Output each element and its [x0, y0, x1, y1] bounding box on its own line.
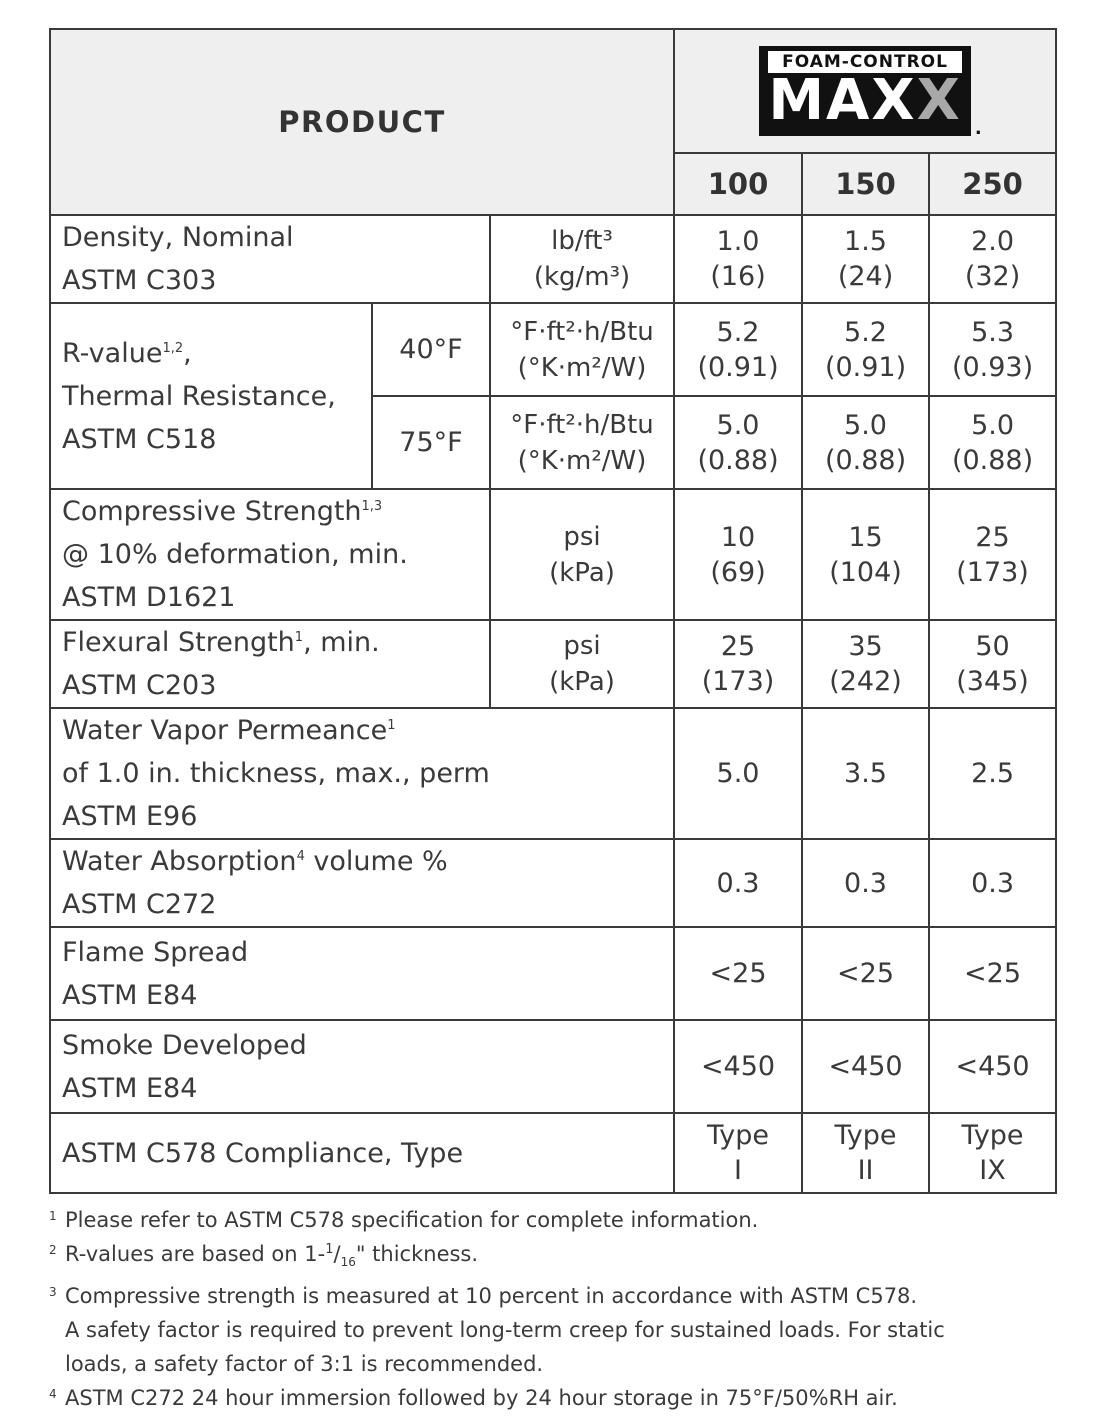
density-unit: lb/ft³ (kg/m³) [490, 215, 674, 303]
absorption-value-250: 0.3 [929, 839, 1056, 927]
compressive-value-250: 25 (173) [929, 489, 1056, 620]
footnote-4: 4 ASTM C272 24 hour immersion followed by 24 hour storage in 75°F/50%RH air. [49, 1386, 898, 1411]
smoke-developed-value-150: <450 [802, 1020, 929, 1113]
permeance-label: Water Vapor Permeance$^1$ of 1.0 in. thickness, max., perm ASTM E96 [50, 708, 674, 839]
rvalue-temp-75f: 75°F [372, 396, 490, 489]
table-row-smoke-developed [50, 1020, 1056, 1113]
rvalue-40f-unit: °F·ft²·h/Btu (°K·m²/W) [490, 303, 674, 396]
compliance-value-250: Type IX [929, 1113, 1056, 1193]
rvalue-temp-40f: 40°F [372, 303, 490, 396]
flame-spread-value-100: <25 [674, 927, 802, 1020]
rvalue-40f-value-150: 5.2 (0.91) [802, 303, 929, 396]
permeance-value-250: 2.5 [929, 708, 1056, 839]
density-value-150: 1.5 (24) [802, 215, 929, 303]
flexural-unit: psi (kPa) [490, 620, 674, 708]
compressive-unit: psi (kPa) [490, 489, 674, 620]
rvalue-75f-value-150: 5.0 (0.88) [802, 396, 929, 489]
product-header: PRODUCT [50, 29, 674, 215]
absorption-label: Water Absorption$^4$ volume % ASTM C272 [50, 839, 674, 927]
foam-control-maxx-logo: FOAM-CONTROL MAXX . [759, 46, 970, 136]
grade-250-header: 250 [929, 153, 1056, 215]
compressive-value-150: 15 (104) [802, 489, 929, 620]
flexural-value-150: 35 (242) [802, 620, 929, 708]
table-row-flame-spread [50, 927, 1056, 1020]
rvalue-40f-value-250: 5.3 (0.93) [929, 303, 1056, 396]
rvalue-75f-value-100: 5.0 (0.88) [674, 396, 802, 489]
permeance-value-150: 3.5 [802, 708, 929, 839]
grade-150-header: 150 [802, 153, 929, 215]
table-row-rvalue-40f [50, 303, 1056, 396]
rvalue-75f-value-250: 5.0 (0.88) [929, 396, 1056, 489]
flame-spread-label: Flame Spread ASTM E84 [50, 927, 674, 1020]
spec-table-wrapper [49, 28, 1055, 1194]
footnote-1: 1 Please refer to ASTM C578 specification for complete information. [49, 1208, 759, 1232]
brand-logo-cell [674, 29, 1056, 153]
footnotes [49, 1203, 1059, 1415]
table-row-compressive [50, 489, 1056, 620]
compressive-value-100: 10 (69) [674, 489, 802, 620]
table-row-compliance [50, 1113, 1056, 1193]
absorption-value-100: 0.3 [674, 839, 802, 927]
smoke-developed-label: Smoke Developed ASTM E84 [50, 1020, 674, 1113]
compliance-label: ASTM C578 Compliance, Type [50, 1113, 674, 1193]
grade-100-header: 100 [674, 153, 802, 215]
table-row-flexural [50, 620, 1056, 708]
footnote-3: 3 Compressive strength is measured at 10 percent in accordance with ASTM C578. A safety factor is required to prevent long-term creep for sustained loads. For static loads, a safety factor of 3:1 is recommended. [49, 1284, 945, 1377]
smoke-developed-value-250: <450 [929, 1020, 1056, 1113]
rvalue-40f-value-100: 5.2 (0.91) [674, 303, 802, 396]
compliance-value-100: Type I [674, 1113, 802, 1193]
product-spec-table [49, 28, 1057, 1194]
rvalue-75f-unit: °F·ft²·h/Btu (°K·m²/W) [490, 396, 674, 489]
permeance-value-100: 5.0 [674, 708, 802, 839]
flexural-value-250: 50 (345) [929, 620, 1056, 708]
footnote-2: 2 R-values are based on $1-^1/_{16}$" thickness. [49, 1242, 479, 1270]
compliance-value-150: Type II [802, 1113, 929, 1193]
density-label: Density, Nominal ASTM C303 [50, 215, 490, 303]
rvalue-label: R-value$^{1,2}$, Thermal Resistance, ASTM C518 [50, 303, 372, 489]
table-row-permeance [50, 708, 1056, 839]
flame-spread-value-250: <25 [929, 927, 1056, 1020]
compressive-label: Compressive Strength$^{1,3}$ @ 10% deformation, min. ASTM D1621 [50, 489, 490, 620]
smoke-developed-value-100: <450 [674, 1020, 802, 1113]
density-value-250: 2.0 (32) [929, 215, 1056, 303]
absorption-value-150: 0.3 [802, 839, 929, 927]
table-row-density [50, 215, 1056, 303]
flexural-label: Flexural Strength$^1$, min. ASTM C203 [50, 620, 490, 708]
flame-spread-value-150: <25 [802, 927, 929, 1020]
table-row-absorption [50, 839, 1056, 927]
flexural-value-100: 25 (173) [674, 620, 802, 708]
density-value-100: 1.0 (16) [674, 215, 802, 303]
